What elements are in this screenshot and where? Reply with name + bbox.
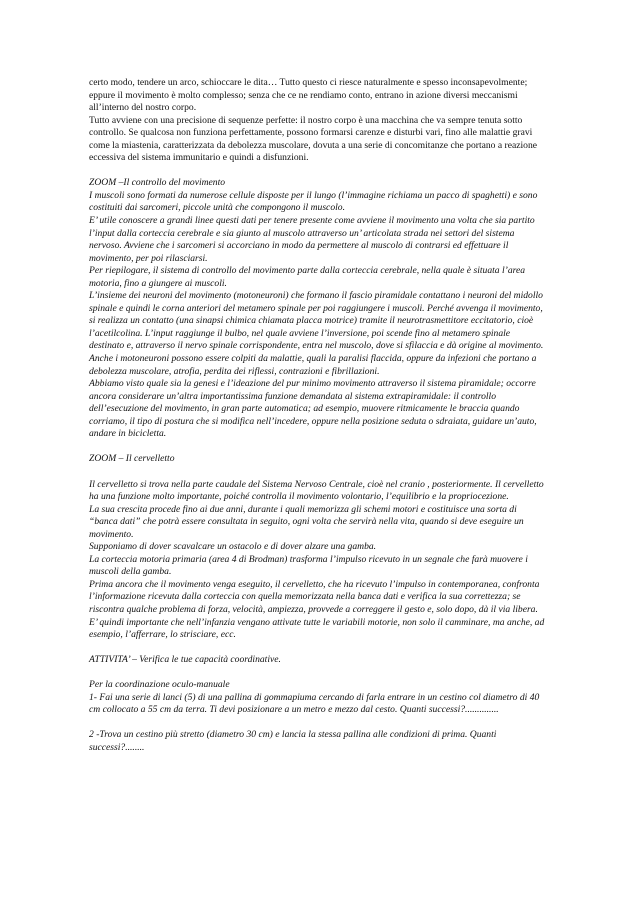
zoom-cerebellum-paragraph: La corteccia motoria primaria (area 4 di Brodman) trasforma l’impulso ricevuto in un segnale che farà muovere i muscoli della gamba. xyxy=(89,553,528,578)
zoom-control-paragraph: E’ utile conoscere a grandi linee questi dati per tenere presente come avviene il movimento una volta che sia partito l’input dalla corteccia cerebrale e sia giunto al muscolo attraverso un’ articolata strada nei settori del sistema nervoso. Avviene che i sarcomeri si accorciano in modo da permettere al muscolo di contrarsi ed effettuare il movimento, per poi rilasciarsi. xyxy=(89,215,535,264)
zoom-cerebellum-paragraph: Prima ancora che il movimento venga eseguito, il cervelletto, che ha ricevuto l’impulso in contemporanea, confronta l’informazione ricevuta dalla corteccia con quella memorizzata nella banca dati e verifica la sua correttezza; se riscontra qualche problema di forza, velocità, ampiezza, provvede a correggere il gesto e, solo dopo, dà il via libera. xyxy=(89,578,540,615)
zoom-cerebellum-heading: ZOOM – Il cervelletto xyxy=(89,453,175,465)
intro-paragraph: certo modo, tendere un arco, schioccare le dita… Tutto questo ci riesce naturalmente e spesso inconsapevolmente; eppure il movimento è molto complesso; senza che ce ne rendiamo conto, entrano in azione diversi meccanismi all’interno del nostro corpo. xyxy=(89,77,528,114)
zoom-cerebellum-paragraph: E’ quindi importante che nell’infanzia vengano attivate tutte le variabili motorie, non solo il camminare, ma anche, ad esempio, l’afferrare, lo strisciare, ecc. xyxy=(89,616,545,641)
zoom-control-paragraph: I muscoli sono formati da numerose cellule disposte per il lungo (l’immagine richiama un pacco di spaghetti) e sono costituiti dai sarcomeri, piccole unità che compongono il muscolo. xyxy=(89,189,538,214)
zoom-cerebellum-paragraph: La sua crescita procede fino ai due anni, durante i quali memorizza gli schemi motori e costituisce una sorta di “banca dati” che potrà essere consultata in seguito, ogni volta che servirà nella vita, quando si deve eseguire un movimento. xyxy=(89,503,524,540)
zoom-control-paragraph: Anche i motoneuroni possono essere colpiti da malattie, quali la paralisi flaccida, oppure da infezioni che portano a debolezza muscolare, atrofia, perdita dei riflessi, contrazioni e fibrillazioni. xyxy=(89,353,537,377)
activity-exercise-1: 1- Fai una serie di lanci (5) di una pallina di gommapiuma cercando di farla entrare in un cestino col diametro di 40 cm collocato a 55 cm da terra. Ti devi posizionare a un metro e mezzo dal cesto. Quanti successi?.............. xyxy=(89,691,540,716)
zoom-control-heading: ZOOM –Il controllo del movimento xyxy=(89,177,226,189)
zoom-cerebellum-paragraph: Supponiamo di dover scavalcare un ostacolo e di dover alzare una gamba. xyxy=(89,541,377,553)
intro-paragraph: Tutto avviene con una precisione di sequenze perfette: il nostro corpo è una macchina che va sempre tenuta sotto controllo. Se qualcosa non funziona perfettamente, possono formarsi carenze e disturbi vari, fino alle malattie gravi come la miastenia, caratterizzata da debolezza muscolare, dovuta a una serie di concomitanze che portano a reazione eccessiva del sistema immunitario e quindi a disfunzioni. xyxy=(89,114,538,164)
document-body xyxy=(89,77,547,755)
zoom-control-paragraph: L’insieme dei neuroni del movimento (motoneuroni) che formano il fascio piramidale contattano i neuroni del midollo spinale e quindi le corna anteriori del metamero spinale per poi raggiungere i muscoli. Perché avvenga il movimento, si realizza un contatto (una sinapsi chimica chiamata placca motrice) tramite il neurotrasmettitore eccitatorio, cioè l’acetilcolina. L’input raggiunge il bulbo, nel quale avviene l’inversione, poi scende fino al metamero spinale destinato e, attraverso il nervo spinale corrispondente, entra nel muscolo, dove si sfilaccia e dà origine al movimento. xyxy=(89,290,544,352)
zoom-control-paragraph: Per riepilogare, il sistema di controllo del movimento parte dalla corteccia cerebrale, nella quale è situata l’area motoria, fino a giungere ai muscoli. xyxy=(89,265,526,289)
zoom-control-paragraph: Abbiamo visto quale sia la genesi e l’ideazione del pur minimo movimento attraverso il sistema piramidale; occorre ancora considerare un’altra importantissima funzione demandata al sistema extrapiramidale: il controllo dell’esecuzione del movimento, in gran parte automatica; ad esempio, muovere ritmicamente le braccia quando corriamo, il tipo di postura che si modifica nell’incedere, oppure nella posizione seduta o sdraiata, guidare un’auto, andare in bicicletta. xyxy=(89,378,537,440)
zoom-cerebellum-paragraph: Il cervelletto si trova nella parte caudale del Sistema Nervoso Centrale, cioè nel cranio , posteriormente. Il cervelletto ha una funzione molto importante, poiché controlla il movimento volontario, l’equilibrio e la propriocezione. xyxy=(89,478,544,503)
activity-subheading: Per la coordinazione oculo-manuale xyxy=(89,679,230,691)
activity-exercise-2: 2 -Trova un cestino più stretto (diametro 30 cm) e lancia la stessa pallina alle condizioni di prima. Quanti successi?........ xyxy=(89,729,497,753)
activity-heading: ATTIVITA’ – Verifica le tue capacità coordinative. xyxy=(89,654,281,666)
